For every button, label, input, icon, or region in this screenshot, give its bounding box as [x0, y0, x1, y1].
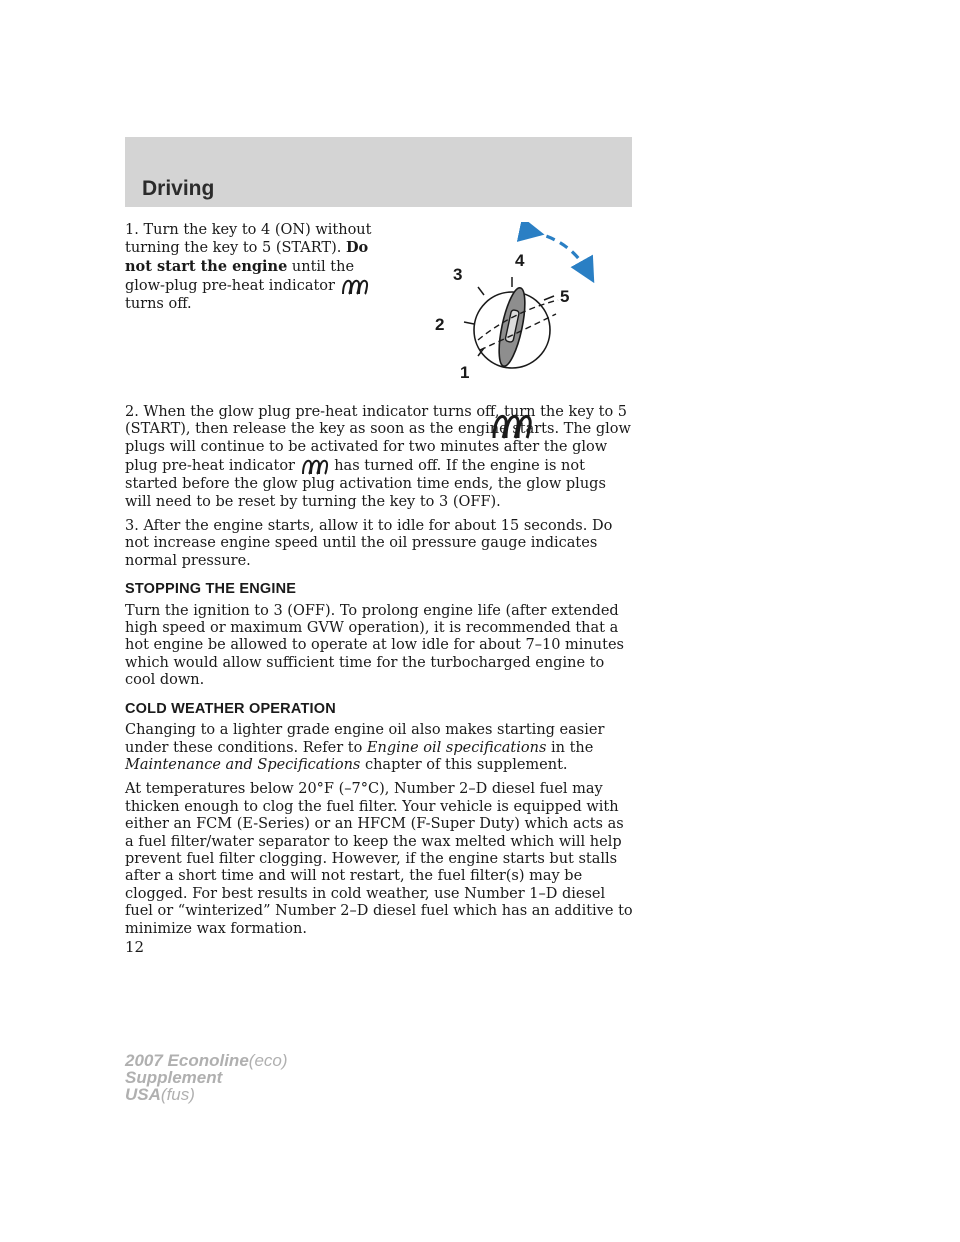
tick-5	[544, 296, 554, 300]
cold-weather-para-1	[125, 722, 635, 774]
step-2	[125, 404, 635, 511]
footer-market-code: (fus)	[160, 1085, 195, 1104]
position-label-5: 5	[560, 287, 570, 306]
step-1	[125, 222, 393, 314]
ref-maintenance-specs: Maintenance and Specifications	[125, 756, 361, 773]
instructions-body-continued	[125, 404, 635, 945]
footer-line-1	[125, 1052, 288, 1069]
heading-cold-weather: COLD WEATHER OPERATION	[125, 700, 336, 717]
step-1-text-c: turns off.	[125, 296, 192, 313]
heading-stopping-engine: STOPPING THE ENGINE	[125, 581, 297, 598]
cold-text-b: in the	[546, 739, 594, 756]
cold-weather-para-2: At temperatures below 20°F (–7°C), Number 2–D diesel fuel may thicken enough to clog the fuel filter. Your vehicle is equipped with either an FCM (E-Series) or an HFCM (F-Super Duty) which acts as a fuel filter/water separator to keep the wax melted which will help prevent fuel filter clogging. However, if the engine starts but stalls after a short time and will not restart, the fuel filter(s) may be clogged. For best results in cold weather, use Number 1–D diesel fuel or “winterized” Number 2–D diesel fuel which has an additive to minimize wax formation.	[125, 781, 633, 937]
position-label-2: 2	[435, 315, 445, 334]
position-label-1: 1	[460, 363, 470, 382]
ref-engine-oil-specs: Engine oil specifications	[366, 739, 547, 756]
step-1-text: 1. Turn the key to 4 (ON) without turning the key to 5 (START).	[125, 222, 372, 257]
step-1-warning: Do not start the engine	[125, 239, 369, 275]
ignition-key-diagram	[420, 222, 600, 387]
step-2-text-b: has turned off. If the engine is not started before the glow plug activation time ends, the glow plugs will need to be reset by turning the key to 3 (OFF).	[125, 458, 606, 510]
step-1-text-b: until the glow-plug pre-heat indicator	[125, 258, 355, 295]
glow-plug-icon	[340, 276, 370, 296]
page-number: 12	[125, 938, 145, 956]
cold-text-a: Changing to a lighter grade engine oil also makes starting easier under these conditions. Refer to	[125, 722, 605, 756]
section-header	[125, 137, 632, 207]
footer-doc-type: Supplement	[125, 1068, 223, 1087]
step-2-text: 2. When the glow plug pre-heat indicator turns off, turn the key to 5 (START), then release the key as soon as the engine starts. The glow plugs will continue to be activated for two minutes after the glow plug pre-heat indicator	[125, 404, 631, 475]
tick-2	[464, 322, 474, 324]
cold-text-c: chapter of this supplement.	[360, 756, 568, 773]
start-arrow	[532, 232, 588, 272]
footer-model-code: (eco)	[248, 1051, 288, 1070]
glow-plug-icon	[300, 456, 330, 476]
footer-line-2	[125, 1069, 288, 1086]
stopping-text: Turn the ignition to 3 (OFF). To prolong engine life (after extended high speed or maximum GVW operation), it is recommended that a hot engine be allowed to operate at low idle for about 7–10 minutes which would allow sufficient time for the turbocharged engine to cool down.	[125, 602, 624, 689]
document-footer	[125, 1052, 288, 1103]
footer-line-3	[125, 1086, 288, 1103]
section-title: Driving	[142, 177, 215, 200]
tick-3	[478, 287, 484, 295]
step-3: 3. After the engine starts, allow it to idle for about 15 seconds. Do not increase engine speed until the oil pressure gauge indicates normal pressure.	[125, 518, 613, 569]
position-label-3: 3	[453, 265, 463, 284]
footer-market: USA	[125, 1085, 161, 1104]
footer-model: 2007 Econoline	[125, 1051, 249, 1070]
position-label-4: 4	[515, 251, 525, 270]
